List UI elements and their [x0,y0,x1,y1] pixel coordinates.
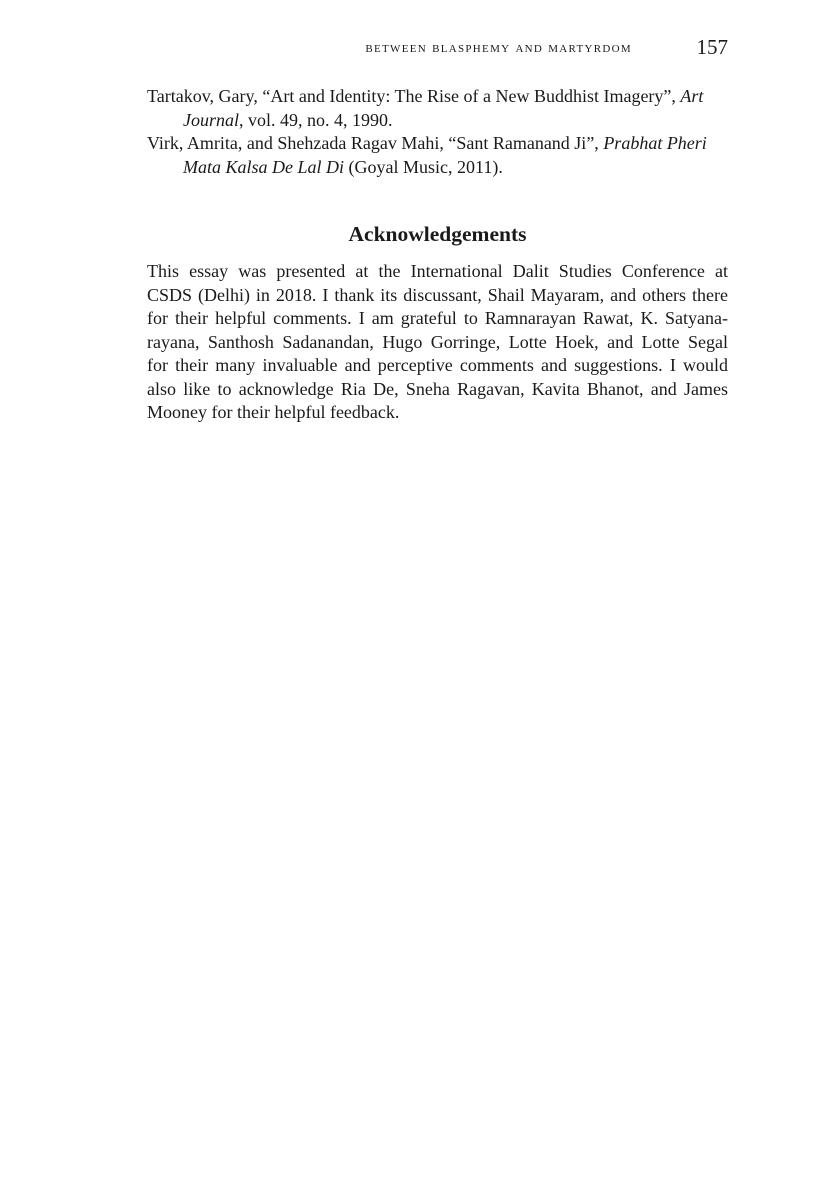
book-page [147,0,728,1200]
paragraph-line: Mooney for their helpful feedback. [147,402,400,422]
paragraph-line: also like to acknowledge Ria De, Sneha Ragavan, Kavita Bhanot, and James [147,378,728,399]
reference-details: , vol. 49, no. 4, 1990. [239,109,393,130]
running-head [147,36,728,60]
page-number: 157 [696,35,728,59]
acknowledgements-paragraph [147,260,728,425]
running-head-title: between blasphemy and martyrdom [365,40,632,56]
paragraph-line: for their many invaluable and perceptive comments and suggestions. I would [147,355,728,375]
reference-list [147,85,728,179]
paragraph-line: CSDS (Delhi) in 2018. I thank its discussant, Shail Mayaram, and others there [147,284,728,305]
acknowledgements-heading: Acknowledgements [348,222,527,246]
reference-entry-tartakov [147,85,728,132]
reference-entry-virk [147,132,728,179]
paragraph-line: This essay was presented at the International Dalit Studies Conference at [147,261,728,281]
reference-album-title: Prabhat Pheri Mata Kalsa De Lal Di [183,133,707,177]
reference-details: (Goyal Music, 2011). [344,156,503,177]
reference-text: Tartakov, Gary, “Art and Identity: The Rise of a New Buddhist Imagery”, [147,86,681,106]
reference-text: Virk, Amrita, and Shehzada Ragav Mahi, “Sant Ramanand Ji”, [147,133,604,153]
reference-journal-title: Art Journal [183,86,704,130]
paragraph-line: rayana, Santhosh Sadanandan, Hugo Gorringe, Lotte Hoek, and Lotte Segal [147,331,728,352]
paragraph-line: for their helpful comments. I am grateful to Ramnarayan Rawat, K. Satyana- [147,308,728,328]
